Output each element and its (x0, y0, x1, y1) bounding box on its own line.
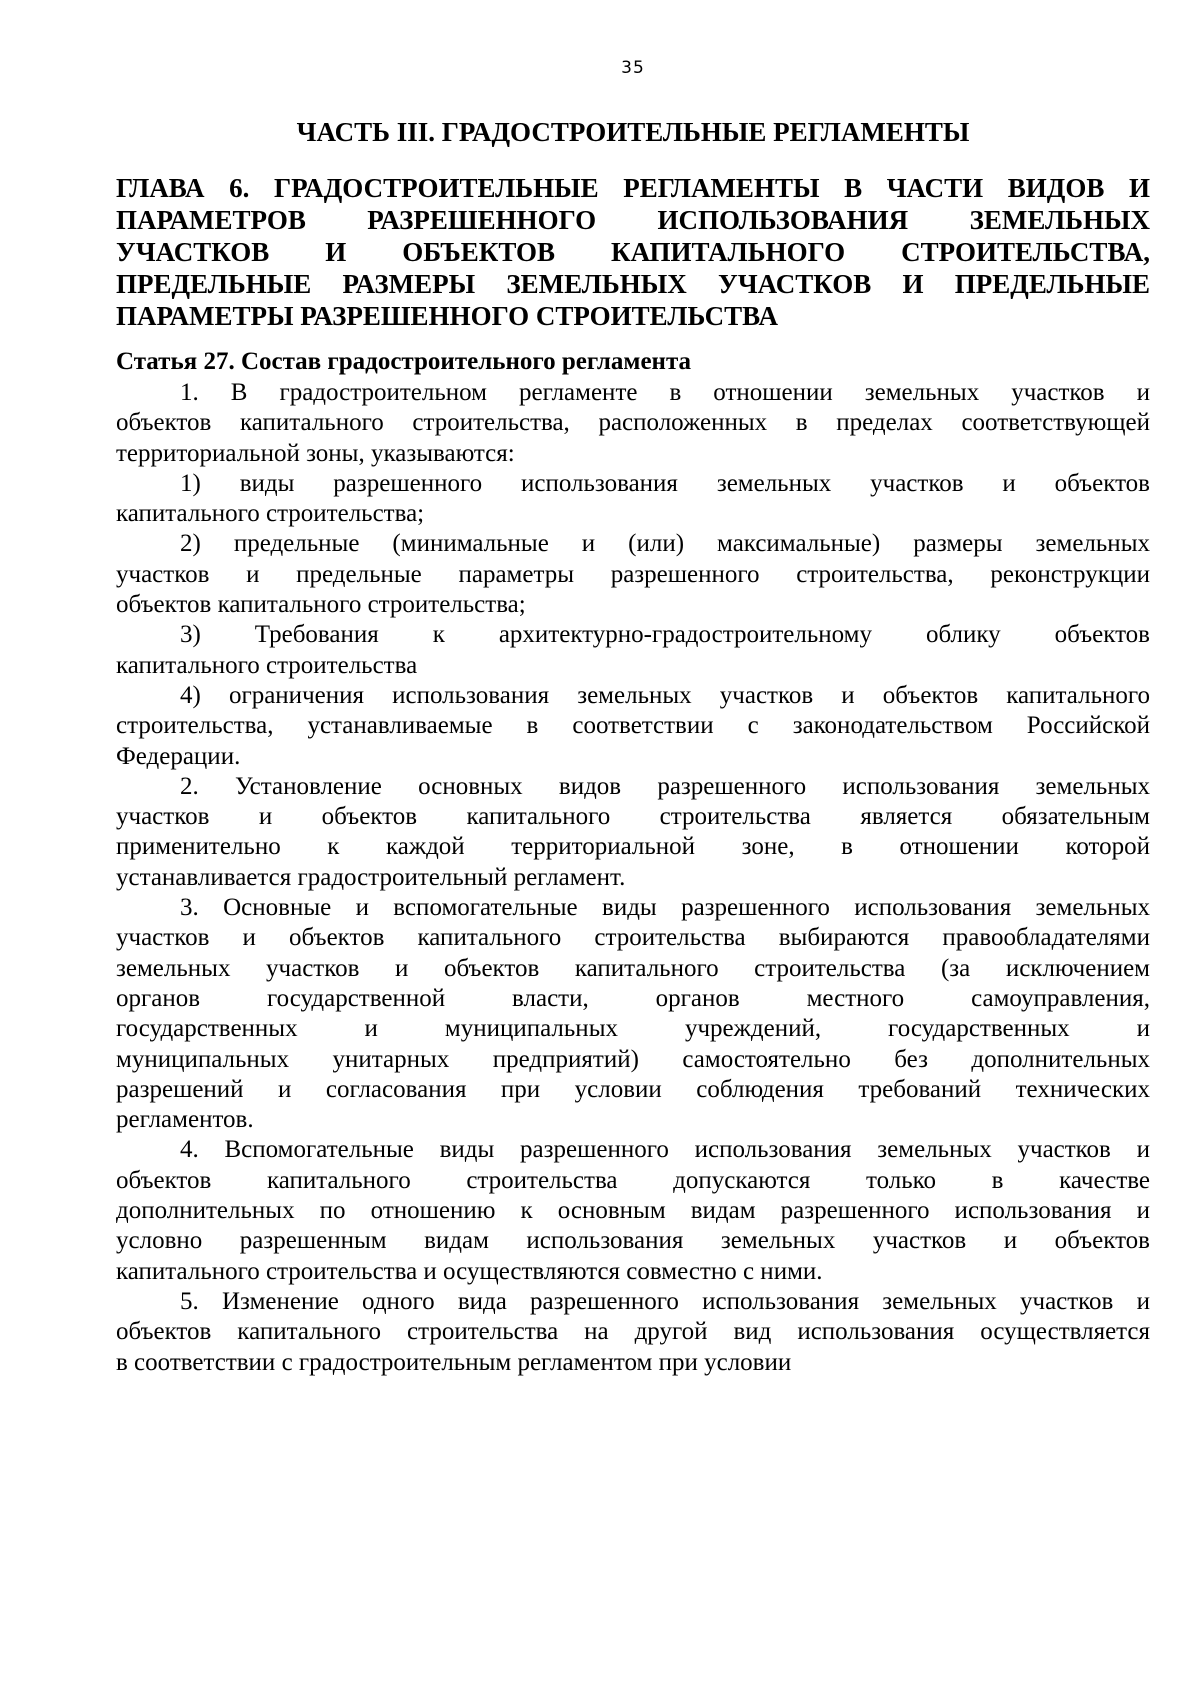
paragraph-line: 4) ограничения использования земельных участков и объектов капитального (180, 681, 1150, 709)
paragraph-line: 1. В градостроительном регламенте в отношении земельных участков и (180, 379, 1150, 406)
paragraph-line: строительства, устанавливаемые в соответствии с законодательством Российской (116, 712, 1150, 740)
chapter-title-line: ПРЕДЕЛЬНЫЕ РАЗМЕРЫ ЗЕМЕЛЬНЫХ УЧАСТКОВ И ПРЕДЕЛЬНЫЕ (116, 269, 1150, 299)
paragraph-line: объектов капитального строительства, расположенных в пределах соответствующей (116, 409, 1150, 437)
paragraph-line: территориальной зоны, указываются: (116, 439, 515, 467)
paragraph-line: объектов капитального строительства на другой вид использования осуществляется (116, 1318, 1150, 1346)
paragraph-line: 2. Установление основных видов разрешенного использования земельных (180, 772, 1150, 800)
page-number: 35 (621, 58, 645, 78)
paragraph-line: устанавливается градостроительный регламент. (116, 863, 626, 891)
part-title: ЧАСТЬ III. ГРАДОСТРОИТЕЛЬНЫЕ РЕГЛАМЕНТЫ (296, 117, 970, 147)
paragraph-line: объектов капитального строительства допускаются только в качестве (116, 1166, 1150, 1194)
paragraph-line: применительно к каждой территориальной зоне, в отношении которой (116, 833, 1150, 861)
paragraph-line: земельных участков и объектов капитального строительства (за исключением (116, 954, 1150, 982)
paragraph-line: капитального строительства и осуществляются совместно с ними. (116, 1257, 823, 1285)
paragraph-line: регламентов. (116, 1106, 254, 1134)
paragraph-line: участков и предельные параметры разрешенного строительства, реконструкции (116, 560, 1150, 588)
paragraph-line: дополнительных по отношению к основным видам разрешенного использования и (116, 1197, 1150, 1225)
paragraph-line: разрешений и согласования при условии соблюдения требований технических (116, 1075, 1150, 1103)
paragraph-line: 3. Основные и вспомогательные виды разрешенного использования земельных (180, 894, 1150, 922)
paragraph-line: 1) виды разрешенного использования земельных участков и объектов (180, 469, 1150, 497)
paragraph-line: 2) предельные (минимальные и (или) максимальные) размеры земельных (180, 530, 1150, 558)
paragraph-line: условно разрешенным видам использования земельных участков и объектов (116, 1227, 1150, 1255)
paragraph-line: 3) Требования к архитектурно-градостроительному облику объектов (180, 621, 1150, 649)
article-body (116, 378, 1150, 1378)
paragraph-line: участков и объектов капитального строительства выбираются правообладателями (116, 924, 1150, 952)
paragraph-line: 4. Вспомогательные виды разрешенного использования земельных участков и (180, 1136, 1150, 1164)
paragraph-line: объектов капитального строительства; (116, 591, 526, 619)
paragraph-line: муниципальных унитарных предприятий) самостоятельно без дополнительных (116, 1045, 1150, 1073)
paragraph-line: 5. Изменение одного вида разрешенного использования земельных участков и (180, 1287, 1150, 1315)
chapter-title-line: ГЛАВА 6. ГРАДОСТРОИТЕЛЬНЫЕ РЕГЛАМЕНТЫ В ЧАСТИ ВИДОВ И (116, 173, 1150, 203)
paragraph-line: капитального строительства; (116, 500, 425, 528)
chapter-title-line: ПАРАМЕТРЫ РАЗРЕШЕННОГО СТРОИТЕЛЬСТВА (116, 301, 778, 331)
paragraph-line: органов государственной власти, органов местного самоуправления, (116, 984, 1150, 1012)
paragraph-line: участков и объектов капитального строительства является обязательным (116, 803, 1150, 831)
paragraph-line: в соответствии с градостроительным регламентом при условии (116, 1348, 792, 1376)
paragraph-line: государственных и муниципальных учреждений, государственных и (116, 1015, 1150, 1043)
chapter-title-line: ПАРАМЕТРОВ РАЗРЕШЕННОГО ИСПОЛЬЗОВАНИЯ ЗЕМЕЛЬНЫХ (116, 205, 1150, 235)
article-title: Статья 27. Состав градостроительного регламента (116, 348, 692, 375)
chapter-title (116, 172, 1150, 332)
chapter-title-line: УЧАСТКОВ И ОБЪЕКТОВ КАПИТАЛЬНОГО СТРОИТЕЛЬСТВА, (116, 237, 1150, 267)
paragraph-line: капитального строительства (116, 651, 418, 679)
paragraph-line: Федерации. (116, 742, 241, 770)
